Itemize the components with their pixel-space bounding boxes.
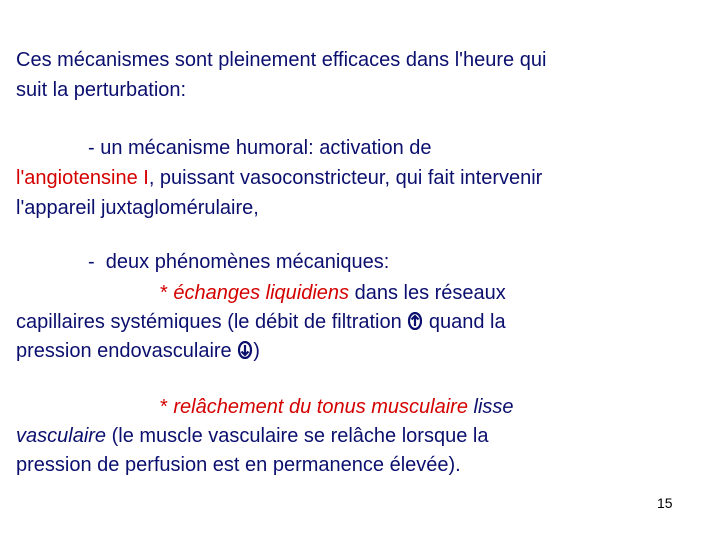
arrow-down-icon: [237, 341, 253, 359]
intro-line-1: Ces mécanismes sont pleinement efficaces dans l'heure qui: [16, 49, 547, 71]
bullet1-line-1: [160, 281, 720, 305]
humoral-line-1: - un mécanisme humoral: activation de: [88, 137, 432, 159]
bullet1-line-3-text: pression endovasculaire: [16, 340, 238, 362]
bullet1-line-3: [16, 339, 720, 363]
bullet1-line-2: [16, 310, 720, 334]
bullet2-rest: (le muscle vasculaire se relâche lorsque la: [106, 425, 489, 447]
bullet2-marker: *: [160, 396, 174, 418]
bullet2-line-2: [16, 424, 720, 448]
bullet1-line-2-text: capillaires systémiques (le débit de filtration: [16, 311, 408, 333]
bullet1-rest: dans les réseaux: [349, 282, 506, 304]
lisse-term: lisse: [467, 396, 514, 418]
humoral-line-2-rest: , puissant vasoconstricteur, qui fait intervenir: [148, 167, 543, 189]
humoral-line-3: l'appareil juxtaglomérulaire,: [16, 197, 259, 219]
bullet1-line-3-end: ): [253, 340, 260, 362]
echanges-term: échanges liquidiens: [173, 282, 350, 304]
mecaniques-heading: - deux phénomènes mécaniques:: [88, 251, 390, 273]
arrow-up-icon: [407, 312, 423, 330]
bullet1-line-2-end: quand la: [423, 311, 506, 333]
bullet2-line-1: [160, 395, 720, 419]
vasculaire-term: vasculaire: [16, 425, 107, 447]
intro-line-2: suit la perturbation:: [16, 79, 187, 101]
humoral-line-2: [16, 166, 720, 190]
page-number: 15: [657, 495, 673, 511]
bullet2-line-3: pression de perfusion est en permanence élevée).: [16, 454, 461, 476]
relachement-term: relâchement du tonus musculaire: [173, 396, 468, 418]
angiotensine-term: l'angiotensine I: [16, 167, 149, 189]
bullet1-marker: *: [160, 282, 174, 304]
